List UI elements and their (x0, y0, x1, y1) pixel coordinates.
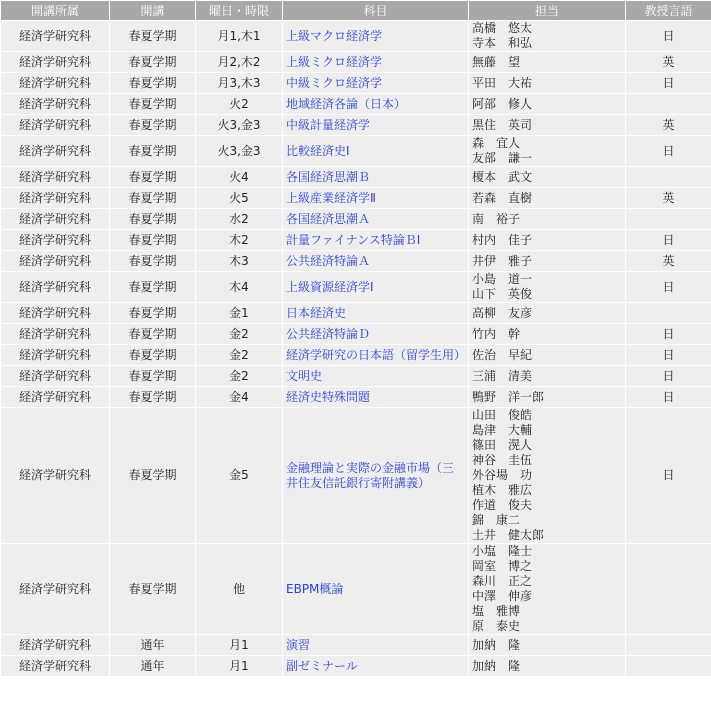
subject-link[interactable]: 中級ミクロ経済学 (286, 75, 383, 90)
slot-cell: 火3,金3 (196, 115, 282, 135)
subject-cell (283, 408, 468, 543)
subject-link[interactable]: EBPM概論 (286, 581, 344, 596)
instructor-cell (469, 230, 625, 250)
slot-cell: 金2 (196, 366, 282, 386)
language-cell (626, 635, 711, 655)
language-cell: 日 (626, 21, 711, 51)
subject-link[interactable]: 経済史特殊問題 (286, 389, 371, 404)
subject-cell (283, 230, 468, 250)
subject-link[interactable]: 中級計量経済学 (286, 117, 371, 132)
dept-cell: 経済学研究科 (1, 167, 109, 187)
language-cell (626, 303, 711, 323)
instructor-name: 友部 謙一 (472, 151, 533, 165)
instructor-cell (469, 303, 625, 323)
language-cell (626, 94, 711, 114)
instructor-cell (469, 387, 625, 407)
instructor-name: 加納 隆 (472, 658, 521, 673)
subject-link[interactable]: 公共経済特論Ａ (286, 253, 371, 268)
slot-cell: 金2 (196, 324, 282, 344)
dept-cell: 経済学研究科 (1, 303, 109, 323)
term-cell: 春夏学期 (110, 387, 195, 407)
instructor-name: 竹内 幹 (472, 326, 521, 341)
subject-cell (283, 73, 468, 93)
subject-cell (283, 188, 468, 208)
instructor-name: 榎本 武文 (472, 169, 533, 184)
language-cell: 日 (626, 272, 711, 302)
instructor-name: 森 宜人 (472, 136, 521, 150)
language-cell (626, 167, 711, 187)
instructor-cell (469, 345, 625, 365)
dept-cell: 経済学研究科 (1, 387, 109, 407)
instructor-cell (469, 167, 625, 187)
term-cell: 春夏学期 (110, 115, 195, 135)
term-cell: 春夏学期 (110, 94, 195, 114)
term-cell: 春夏学期 (110, 230, 195, 250)
language-cell: 英 (626, 251, 711, 271)
subject-cell (283, 324, 468, 344)
dept-cell: 経済学研究科 (1, 94, 109, 114)
term-cell: 通年 (110, 656, 195, 676)
language-cell: 日 (626, 324, 711, 344)
slot-cell: 金1 (196, 303, 282, 323)
language-cell (626, 209, 711, 229)
header-language: 教授言語 (626, 1, 711, 20)
table-row (1, 167, 711, 187)
term-cell: 通年 (110, 635, 195, 655)
dept-cell: 経済学研究科 (1, 188, 109, 208)
instructor-cell (469, 324, 625, 344)
subject-cell (283, 251, 468, 271)
subject-cell (283, 544, 468, 634)
instructor-name: 黒住 英司 (472, 117, 533, 132)
table-row (1, 73, 711, 93)
dept-cell: 経済学研究科 (1, 324, 109, 344)
slot-cell: 他 (196, 544, 282, 634)
instructor-cell (469, 544, 625, 634)
table-row (1, 21, 711, 51)
table-row (1, 272, 711, 302)
subject-link[interactable]: 公共経済特論Ｄ (286, 326, 371, 341)
subject-cell (283, 303, 468, 323)
instructor-name: 中澤 伸彦 (472, 589, 533, 603)
subject-link[interactable]: 上級産業経済学Ⅱ (286, 190, 376, 205)
dept-cell: 経済学研究科 (1, 52, 109, 72)
term-cell: 春夏学期 (110, 21, 195, 51)
subject-link[interactable]: 比較経済史Ⅰ (286, 143, 350, 158)
term-cell: 春夏学期 (110, 408, 195, 543)
slot-cell: 火4 (196, 167, 282, 187)
term-cell: 春夏学期 (110, 251, 195, 271)
subject-link[interactable]: 各国経済思潮Ｂ (286, 169, 371, 184)
subject-link[interactable]: 文明史 (286, 368, 323, 383)
instructor-name: 山下 英俊 (472, 287, 533, 301)
instructor-cell (469, 251, 625, 271)
instructor-cell (469, 136, 625, 166)
instructor-name: 高橋 悠太 (472, 21, 533, 35)
term-cell: 春夏学期 (110, 52, 195, 72)
slot-cell: 火3,金3 (196, 136, 282, 166)
dept-cell: 経済学研究科 (1, 656, 109, 676)
table-row (1, 115, 711, 135)
term-cell: 春夏学期 (110, 366, 195, 386)
language-cell: 日 (626, 230, 711, 250)
term-cell: 春夏学期 (110, 209, 195, 229)
subject-link[interactable]: 上級資源経済学Ⅰ (286, 279, 374, 294)
instructor-name: 井伊 雅子 (472, 253, 533, 268)
instructor-name: 山田 俊皓 (472, 408, 533, 422)
table-row (1, 544, 711, 634)
table-row (1, 52, 711, 72)
dept-cell: 経済学研究科 (1, 230, 109, 250)
subject-cell (283, 52, 468, 72)
language-cell: 日 (626, 345, 711, 365)
language-cell: 日 (626, 366, 711, 386)
table-row (1, 324, 711, 344)
instructor-name: 無藤 望 (472, 54, 521, 69)
slot-cell: 水2 (196, 209, 282, 229)
instructor-name: 村内 佳子 (472, 232, 533, 247)
language-cell: 日 (626, 73, 711, 93)
slot-cell: 金4 (196, 387, 282, 407)
instructor-name: 作道 俊夫 (472, 498, 533, 512)
slot-cell: 火2 (196, 94, 282, 114)
table-row (1, 251, 711, 271)
term-cell: 春夏学期 (110, 303, 195, 323)
instructor-name: 土井 健太郎 (472, 528, 545, 542)
dept-cell: 経済学研究科 (1, 366, 109, 386)
slot-cell: 月3,木3 (196, 73, 282, 93)
language-cell: 英 (626, 52, 711, 72)
table-row (1, 188, 711, 208)
instructor-name: 加納 隆 (472, 637, 521, 652)
instructor-name: 若森 直樹 (472, 190, 533, 205)
table-row (1, 94, 711, 114)
header-dept: 開講所属 (1, 1, 109, 20)
instructor-name: 平田 大祐 (472, 75, 533, 90)
table-row (1, 230, 711, 250)
language-cell: 日 (626, 408, 711, 543)
subject-cell (283, 635, 468, 655)
instructor-name: 塩 雅博 (472, 604, 521, 618)
dept-cell: 経済学研究科 (1, 73, 109, 93)
slot-cell: 月1,木1 (196, 21, 282, 51)
instructor-name: 島津 大輔 (472, 423, 533, 437)
subject-link[interactable]: 上級マクロ経済学 (286, 28, 383, 43)
subject-cell (283, 115, 468, 135)
instructor-name: 佐治 早紀 (472, 347, 533, 362)
language-cell: 英 (626, 115, 711, 135)
instructor-name: 小島 道一 (472, 272, 533, 286)
term-cell: 春夏学期 (110, 188, 195, 208)
table-row (1, 303, 711, 323)
instructor-name: 岡室 博之 (472, 559, 533, 573)
instructor-name: 寺本 和弘 (472, 36, 533, 50)
header-subject: 科目 (283, 1, 468, 20)
instructor-name: 三浦 清美 (472, 368, 533, 383)
table-row (1, 209, 711, 229)
subject-cell (283, 656, 468, 676)
term-cell: 春夏学期 (110, 345, 195, 365)
slot-cell: 木3 (196, 251, 282, 271)
slot-cell: 月1 (196, 656, 282, 676)
instructor-cell (469, 408, 625, 543)
term-cell: 春夏学期 (110, 167, 195, 187)
header-slot: 曜日・時限 (196, 1, 282, 20)
slot-cell: 金5 (196, 408, 282, 543)
table-row (1, 408, 711, 543)
subject-link[interactable]: 演習 (286, 637, 311, 652)
instructor-name: 阿部 修人 (472, 96, 533, 111)
term-cell: 春夏学期 (110, 272, 195, 302)
instructor-name: 植木 雅広 (472, 483, 533, 497)
language-cell: 日 (626, 136, 711, 166)
dept-cell: 経済学研究科 (1, 635, 109, 655)
subject-cell (283, 136, 468, 166)
dept-cell: 経済学研究科 (1, 408, 109, 543)
instructor-name: 原 泰史 (472, 619, 521, 633)
instructor-name: 小塩 隆士 (472, 544, 533, 558)
term-cell: 春夏学期 (110, 136, 195, 166)
instructor-name: 鴨野 洋一郎 (472, 389, 545, 404)
instructor-cell (469, 272, 625, 302)
instructor-cell (469, 366, 625, 386)
dept-cell: 経済学研究科 (1, 136, 109, 166)
term-cell: 春夏学期 (110, 324, 195, 344)
slot-cell: 金2 (196, 345, 282, 365)
instructor-cell (469, 94, 625, 114)
slot-cell: 火5 (196, 188, 282, 208)
subject-link[interactable]: 地域経済各論（日本） (286, 96, 407, 111)
subject-cell (283, 345, 468, 365)
subject-cell (283, 167, 468, 187)
instructor-name: 森川 正之 (472, 574, 533, 588)
subject-link[interactable]: 副ゼミナール (286, 658, 358, 673)
instructor-name: 外谷場 功 (472, 468, 533, 482)
instructor-name: 錦 康二 (472, 513, 521, 527)
language-cell (626, 656, 711, 676)
subject-link[interactable]: 金融理論と実際の金融市場（三井住友信託銀行寄附講義） (286, 460, 455, 490)
slot-cell: 月2,木2 (196, 52, 282, 72)
dept-cell: 経済学研究科 (1, 115, 109, 135)
subject-cell (283, 366, 468, 386)
subject-link[interactable]: 日本経済史 (286, 305, 347, 320)
language-cell: 英 (626, 188, 711, 208)
slot-cell: 月1 (196, 635, 282, 655)
dept-cell: 経済学研究科 (1, 544, 109, 634)
subject-link[interactable]: 上級ミクロ経済学 (286, 54, 383, 69)
term-cell: 春夏学期 (110, 544, 195, 634)
table-row (1, 387, 711, 407)
instructor-cell (469, 188, 625, 208)
instructor-cell (469, 52, 625, 72)
header-instructor: 担当 (469, 1, 625, 20)
instructor-cell (469, 635, 625, 655)
instructor-cell (469, 115, 625, 135)
subject-link[interactable]: 計量ファイナンス特論ＢⅠ (286, 232, 421, 247)
instructor-cell (469, 21, 625, 51)
instructor-cell (469, 73, 625, 93)
language-cell: 日 (626, 387, 711, 407)
table-row (1, 656, 711, 676)
instructor-name: 篠田 滉人 (472, 438, 533, 452)
subject-cell (283, 209, 468, 229)
dept-cell: 経済学研究科 (1, 272, 109, 302)
table-row (1, 345, 711, 365)
language-cell (626, 544, 711, 634)
table-row (1, 136, 711, 166)
dept-cell: 経済学研究科 (1, 251, 109, 271)
subject-cell (283, 21, 468, 51)
table-row (1, 635, 711, 655)
header-row (1, 1, 711, 20)
instructor-name: 南 裕子 (472, 211, 521, 226)
subject-cell (283, 94, 468, 114)
instructor-name: 高柳 友彦 (472, 305, 533, 320)
subject-cell (283, 272, 468, 302)
slot-cell: 木4 (196, 272, 282, 302)
table-row (1, 366, 711, 386)
dept-cell: 経済学研究科 (1, 209, 109, 229)
term-cell: 春夏学期 (110, 73, 195, 93)
instructor-cell (469, 209, 625, 229)
slot-cell: 木2 (196, 230, 282, 250)
instructor-cell (469, 656, 625, 676)
subject-cell (283, 387, 468, 407)
subject-link[interactable]: 各国経済思潮Ａ (286, 211, 371, 226)
dept-cell: 経済学研究科 (1, 345, 109, 365)
dept-cell: 経済学研究科 (1, 21, 109, 51)
header-term: 開講 (110, 1, 195, 20)
subject-link[interactable]: 経済学研究の日本語（留学生用） (286, 347, 467, 362)
instructor-name: 神谷 圭伍 (472, 453, 533, 467)
